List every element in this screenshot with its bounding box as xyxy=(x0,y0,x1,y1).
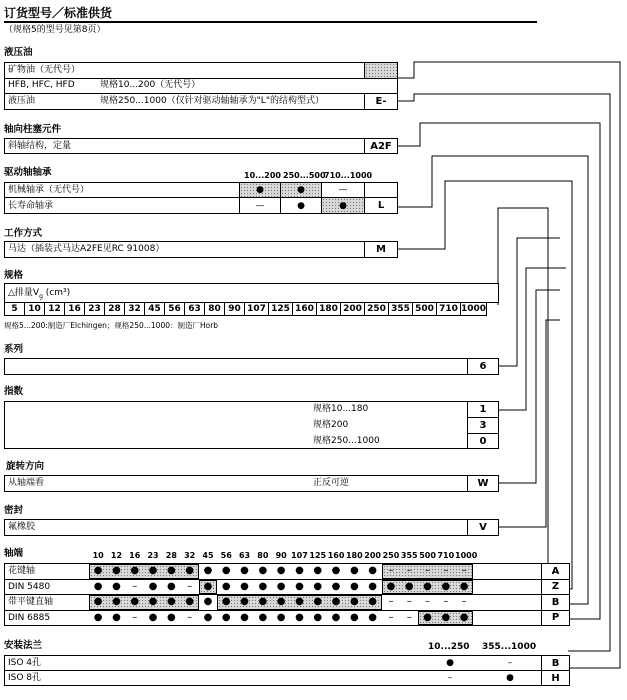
size-value: 500 xyxy=(412,302,437,316)
shaft-mark: ● xyxy=(295,565,304,576)
size-value: 45 xyxy=(144,302,165,316)
size-label-unit: (cm³) xyxy=(45,288,71,298)
size-value: 250 xyxy=(364,302,389,316)
flange-row-label: ISO 8孔 xyxy=(8,673,42,683)
shaft-mark: ● xyxy=(240,580,249,592)
shaft-mark: – xyxy=(132,580,138,592)
shaft-mark: ● xyxy=(276,565,286,576)
shaft-mark: ● xyxy=(295,596,304,607)
size-value: 180 xyxy=(316,302,341,316)
shaft-row-label: DIN 6885 xyxy=(8,612,51,623)
page-title: 订货型号／标准供货 xyxy=(4,6,113,20)
series-heading: 系列 xyxy=(4,344,24,355)
shaft-code: Z xyxy=(541,579,570,596)
shaft-mark: ● xyxy=(313,596,323,607)
shaft-mark: ● xyxy=(459,611,469,623)
rotation-heading: 旋转方向 xyxy=(6,461,45,472)
shaft-mark: ● xyxy=(93,580,103,592)
shaft-mark: ● xyxy=(240,596,249,607)
shaft-mark: ● xyxy=(93,565,103,576)
size-value: 1000 xyxy=(460,304,487,314)
size-value: 56 xyxy=(164,302,185,316)
shaft-mark: ● xyxy=(349,565,359,576)
seals-heading: 密封 xyxy=(4,505,24,516)
shaft-mark: – xyxy=(425,565,431,576)
shaft-mark: – xyxy=(443,565,449,576)
shaft-size-header: 32 xyxy=(184,551,196,560)
shaft-mark: ● xyxy=(112,611,121,623)
bearing-col-3: 710...1000 xyxy=(324,171,373,180)
fluid-divider-2 xyxy=(4,93,398,94)
index-code: 1 xyxy=(467,401,499,418)
shaft-mark: ● xyxy=(349,580,359,592)
shaft-size-header: 63 xyxy=(238,551,251,560)
shaft-mark: ● xyxy=(441,580,451,592)
size-value: 10 xyxy=(24,302,45,316)
bearing-mark: ● xyxy=(280,182,322,198)
fluid-row-mineral: 矿物油（无代号） xyxy=(8,65,81,75)
shaft-row-label: 带平键直轴 xyxy=(8,597,54,607)
size-value: 107 xyxy=(244,302,269,316)
shaft-mark: ● xyxy=(313,611,323,623)
bearing-mark: ● xyxy=(280,197,322,214)
shaft-size-header: 12 xyxy=(110,551,123,560)
fluid-code-e: E- xyxy=(364,93,398,110)
flange-mark: – xyxy=(507,658,513,668)
bearing-heading: 驱动轴轴承 xyxy=(4,167,52,178)
index-row-label: 规格200 xyxy=(313,420,349,430)
shaft-size-header: 90 xyxy=(275,551,287,560)
shaft-mark: ● xyxy=(276,596,286,607)
shaft-size-header: 1000 xyxy=(455,551,478,560)
size-value: 16 xyxy=(64,302,85,316)
shaft-mark: ● xyxy=(148,596,158,607)
shaft-mark: – xyxy=(388,611,394,623)
shaft-mark: ● xyxy=(130,596,140,607)
operation-code: M xyxy=(364,241,398,258)
shaft-mark: ● xyxy=(221,596,231,607)
shaft-mark: ● xyxy=(331,596,341,607)
shaft-mark: – xyxy=(187,580,193,592)
shaft-mark: ● xyxy=(203,596,213,607)
shaft-mark: ● xyxy=(441,611,451,623)
shaft-mark: ● xyxy=(166,565,176,576)
index-row-label: 规格10...180 xyxy=(313,404,369,414)
shaft-mark: – xyxy=(388,596,394,607)
shaft-mark: ● xyxy=(276,611,286,623)
shaft-mark: ● xyxy=(331,611,341,623)
operation-heading: 工作方式 xyxy=(4,228,43,239)
shaft-heading: 轴端 xyxy=(4,548,24,559)
bearing-row-long: 长寿命轴承 xyxy=(8,201,54,211)
shaft-mark: ● xyxy=(148,580,158,592)
rotation-code: W xyxy=(467,475,499,492)
flange-heading: 安装法兰 xyxy=(4,640,43,651)
fluid-row-hfb-detail: 规格10...200（无代号） xyxy=(100,80,201,90)
shaft-mark: ● xyxy=(112,596,121,607)
bearing-mark: ● xyxy=(239,182,281,198)
shaft-size-header: 125 xyxy=(309,551,327,560)
bearing-mark: — xyxy=(321,182,365,198)
shaft-mark: ● xyxy=(423,611,432,623)
shaft-mark: ● xyxy=(368,580,378,592)
shaft-mark: ● xyxy=(240,611,249,623)
bearing-row-mech: 机械轴承（无代号） xyxy=(8,185,90,195)
index-row-label: 规格250...1000 xyxy=(313,436,380,446)
shaft-size-header: 10 xyxy=(92,551,104,560)
shaft-mark: ● xyxy=(148,611,158,623)
shaft-mark: ● xyxy=(295,611,304,623)
rotary-heading: 轴向柱塞元件 xyxy=(4,124,62,135)
shaft-size-header: 23 xyxy=(147,551,159,560)
shaft-mark: ● xyxy=(203,565,213,576)
shaft-mark: ● xyxy=(349,596,359,607)
shaft-size-header: 200 xyxy=(364,551,381,560)
rotary-code: A2F xyxy=(364,138,398,154)
flange-col-2: 355...1000 xyxy=(482,642,537,652)
page-subtitle: （规格5的型号见第8页） xyxy=(4,25,106,35)
shaft-mark: ● xyxy=(295,580,304,592)
shaft-mark: ● xyxy=(404,580,414,592)
shaft-mark: ● xyxy=(148,565,158,576)
shaft-mark: ● xyxy=(93,611,103,623)
size-value: 28 xyxy=(104,302,125,316)
shaft-mark: ● xyxy=(368,596,378,607)
shaft-size-header: 80 xyxy=(257,551,269,560)
shaft-row-label: 花键轴 xyxy=(8,566,36,576)
shaft-size-header: 16 xyxy=(129,551,141,560)
rotation-detail: 正反可逆 xyxy=(313,478,350,488)
size-note: 规格5...200:制造厂Elchingen；规格250...1000：制造厂Horb xyxy=(4,321,219,330)
index-table xyxy=(4,401,499,449)
shaft-mark: ● xyxy=(185,565,195,576)
shaft-size-header: 160 xyxy=(327,551,345,560)
size-value: 355 xyxy=(388,302,413,316)
size-values xyxy=(5,302,487,316)
bearing-col-1: 10...200 xyxy=(244,171,281,180)
flange-divider xyxy=(4,670,570,671)
bearing-code-l: L xyxy=(364,197,398,214)
size-value: 90 xyxy=(224,302,245,316)
shaft-size-header: 107 xyxy=(291,551,308,560)
size-value: 23 xyxy=(84,302,105,316)
shaft-mark: ● xyxy=(203,580,213,592)
bearing-mark: ● xyxy=(321,197,365,214)
shaft-mark: ● xyxy=(276,580,286,592)
bearing-mark: — xyxy=(239,197,281,214)
shaft-mark: – xyxy=(461,596,467,607)
seals-row xyxy=(4,519,499,536)
fluid-row-hfb: HFB, HFC, HFD xyxy=(8,80,75,90)
shaft-mark: – xyxy=(425,596,431,607)
shaft-mark: ● xyxy=(166,596,176,607)
shaft-mark: ● xyxy=(185,596,195,607)
size-value: 710 xyxy=(436,302,461,316)
shaft-row-label: DIN 5480 xyxy=(8,581,51,592)
size-value: 63 xyxy=(184,302,205,316)
shaft-mark: – xyxy=(187,611,193,623)
shaft-mark: ● xyxy=(166,580,176,592)
shaft-mark: ● xyxy=(221,580,231,592)
seals-label: 氟橡胶 xyxy=(8,522,36,532)
shaft-mark: – xyxy=(132,611,138,623)
flange-mark: ● xyxy=(446,658,454,668)
size-value: 80 xyxy=(204,302,225,316)
flange-mark: – xyxy=(447,673,453,683)
shaft-mark: ● xyxy=(258,565,268,576)
series-code: 6 xyxy=(467,358,499,375)
shaft-mark: ● xyxy=(221,565,231,576)
size-value: 12 xyxy=(44,302,65,316)
size-label xyxy=(8,287,70,303)
size-value: 125 xyxy=(268,302,293,316)
shaft-mark: ● xyxy=(459,580,469,592)
shaft-code: B xyxy=(541,594,570,611)
shaft-mark: ● xyxy=(349,611,359,623)
shaft-mark: ● xyxy=(368,565,378,576)
shaft-mark: ● xyxy=(221,611,231,623)
series-row xyxy=(4,358,499,375)
shaft-size-header: 710 xyxy=(437,551,455,560)
shaft-mark: ● xyxy=(166,611,176,623)
shaft-mark: ● xyxy=(258,611,268,623)
shaft-mark: – xyxy=(406,611,412,623)
fluid-heading: 液压油 xyxy=(4,47,33,58)
shaft-mark: – xyxy=(406,596,412,607)
size-value: 5 xyxy=(4,302,25,316)
shaft-mark: ● xyxy=(112,565,121,576)
fluid-code-mineral xyxy=(364,62,398,79)
shaft-mark: ● xyxy=(331,565,341,576)
shaft-mark: ● xyxy=(240,565,249,576)
flange-row-label: ISO 4孔 xyxy=(8,658,42,668)
fluid-row-hyd-detail: 规格250...1000（仅针对驱动轴轴承为"L"的结构型式） xyxy=(100,96,324,106)
size-label-row xyxy=(4,283,499,303)
size-value: 32 xyxy=(124,302,145,316)
shaft-mark: ● xyxy=(112,580,121,592)
size-value: 200 xyxy=(340,302,365,316)
shaft-size-header: 180 xyxy=(345,551,363,560)
shaft-mark: ● xyxy=(93,596,103,607)
rotation-label: 从轴端看 xyxy=(8,478,45,488)
shaft-mark: ● xyxy=(258,580,268,592)
shaft-size-header: 355 xyxy=(400,551,418,560)
rotation-row xyxy=(4,475,499,492)
rotary-label: 斜轴结构，定量 xyxy=(8,141,72,151)
shaft-code: P xyxy=(541,610,570,627)
shaft-mark: – xyxy=(388,565,394,576)
shaft-mark: – xyxy=(461,565,467,576)
shaft-mark: ● xyxy=(331,580,341,592)
bearing-col-2: 250...500 xyxy=(283,171,326,180)
shaft-mark: ● xyxy=(368,611,378,623)
shaft-size-header: 28 xyxy=(165,551,177,560)
size-label-text: △排量V xyxy=(8,288,40,298)
shaft-mark: ● xyxy=(130,565,140,576)
index-code: 0 xyxy=(467,433,499,449)
shaft-mark: ● xyxy=(313,565,323,576)
fluid-row-hyd: 液压油 xyxy=(8,96,36,106)
shaft-mark: – xyxy=(406,565,412,576)
flange-code: B xyxy=(541,655,570,671)
flange-mark: ● xyxy=(506,673,514,683)
shaft-code: A xyxy=(541,563,570,580)
shaft-size-header: 500 xyxy=(419,551,436,560)
flange-col-1: 10...250 xyxy=(428,642,470,652)
size-heading: 规格 xyxy=(4,270,24,281)
shaft-size-header: 45 xyxy=(202,551,214,560)
shaft-mark: – xyxy=(443,596,449,607)
shaft-size-header: 250 xyxy=(382,551,400,560)
size-value: 160 xyxy=(292,302,317,316)
shaft-size-header: 56 xyxy=(220,551,232,560)
shaft-mark: ● xyxy=(423,580,432,592)
shaft-mark: ● xyxy=(203,611,213,623)
shaft-mark: ● xyxy=(313,580,323,592)
seals-code: V xyxy=(467,519,499,536)
bearing-code-mech xyxy=(364,182,398,198)
operation-label: 马达（插装式马达A2FE见RC 91008） xyxy=(8,244,165,254)
flange-code: H xyxy=(541,670,570,686)
shaft-mark: ● xyxy=(258,596,268,607)
size-label-sub: g xyxy=(39,292,43,300)
index-code: 3 xyxy=(467,417,499,434)
index-heading: 指数 xyxy=(4,386,24,397)
shaft-mark: ● xyxy=(386,580,396,592)
